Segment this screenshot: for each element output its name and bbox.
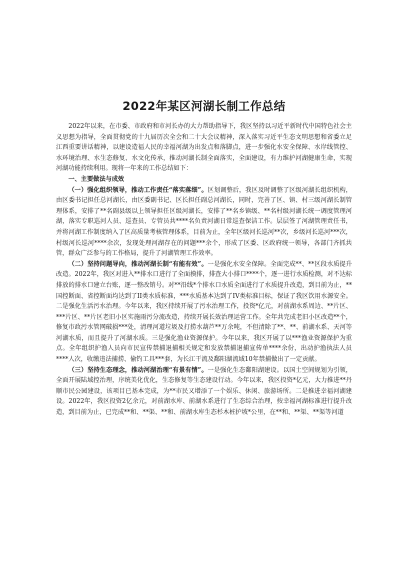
paragraph-heading: （三）坚持生态理念，推动河湖治理“有景有情”。: [68, 366, 208, 374]
paragraph-heading: （一）强化组织领导，推动工作责任“落实落细”。: [68, 186, 208, 194]
paragraph-body: 区划调整后，我区及时调整了区级河湖长组织机构，由区委书记担任总河湖长，由区委副书记、区长担任副总河湖长，同时，完善了区、镇、村三级河湖长制管理体系，安排了**名副县级以上领导担任区级河湖长，安排了**名乡镇级、**名村级河湖长统一调度管理河湖，落实专职巡河人员、巡查员、专管员共****名负责河湖日常巡查保洁工作。层层签了河湖管理责任书，并将河湖工作制度纳入了区高质量考核管理体系，目前为止，全年区级河长巡河**次，乡级河长巡河***次，村级河长巡河****余次，发现处理河湖存在的问题***余个，形成了区委、区政府统一领导，各部门齐抓共管，群众广泛参与的工作格局，提升了河湖管理工作效率。: [56, 186, 352, 258]
document-title: 2022年某区河湖长制工作总结: [122, 99, 286, 113]
paragraph-organization: [56, 186, 352, 260]
paragraph-problem-oriented: [56, 260, 352, 366]
paragraph-body: 一是强化生态鄱阳湖建设。以国土空间规划为引领，全面开展陆域控治理，序统美化优化，生态修复等生态建设行动。今年以来，我区投资*亿元，大力推进**丹顺市民公园建设，该项目已基本完成，为**市民又增添了一个娱乐、休闲、旅游场所。二是推进幸福河湖建设。2022年，我区投资2亿余元，对前湖水库、前湖水系进行了生态综合治理，按幸福河湖标准进行提升改造，到目前为止，已完成**和、**渠、**和、前湖水库生态杉木桩护坡*公里，在**和、**渠、**渠等河道: [56, 366, 352, 417]
paragraph-body: 一是强化水安全保障。全面完成**、**区段水质提升改造。2022年，我区对进入**排水口进行了全面摸排，排查大小排口****个，逐一进行水质检测，对不达标排放的排水口建立台账，逐一整改销号。对**沿线*个排水口水质全面进行了水质提升改造，到目前为止，**国控断面、省控断面均达到了II类水质标准，***水质基本达到了IV类标准目标，保证了我区饮用水源安全。二是强化生活污水治理。今年以来，我区持续开展了污水治理工作，投资*亿元，对前湖水系周边、**片区、***片区、**片区老旧小区实施雨污分流改造，持续开展长效治理运营工作。全年共完成老旧小区改造**个，修复市政污水管网破损***处，清理河道垃圾及打捞水葫芦**万余吨，不但清除了**、**、前湖水系、天河等河湖水质，而且提升了河湖水质。三是强化渔业资源保护。今年以来，我区开展了以***渔业资源保护为重点。全年组织护渔人员向市民宣传禁捕退捕相关规定和发放禁捕退捕宣传单****余份，出动护渔执法人员****人次，收缴违法捕捞、偷钓工具***套，为长江干流及鄱阳湖流域10年禁捕做出了一定贡献。: [56, 260, 352, 364]
paragraph-ecology: [56, 366, 352, 419]
intro-paragraph: 2022年以来，在市委、市政府和市河长办的大力帮助指导下，我区坚持以习近平新时代中国特色社会主义思想为指导，全面贯彻党的十九届历次全会和二十大会议精神，深入落实习近平生态文明思想和省委立足江西重要讲话精神，以建设造福人民的幸福河湖为出发点和落脚点，进一步强化水安全保障、水岸线管控、水环境治理、水生态修复、水文化传承，推动河湖长制全面落实，全面建设，有力维护河湖健康生命，实现河湖功能持续利用。现将一年来的工作总结如下：: [56, 123, 352, 173]
section-heading: 一、主要做法与成效: [68, 175, 125, 183]
paragraph-heading: （二）坚持问题导向，推动河湖长制“有能有效”。: [68, 260, 208, 268]
